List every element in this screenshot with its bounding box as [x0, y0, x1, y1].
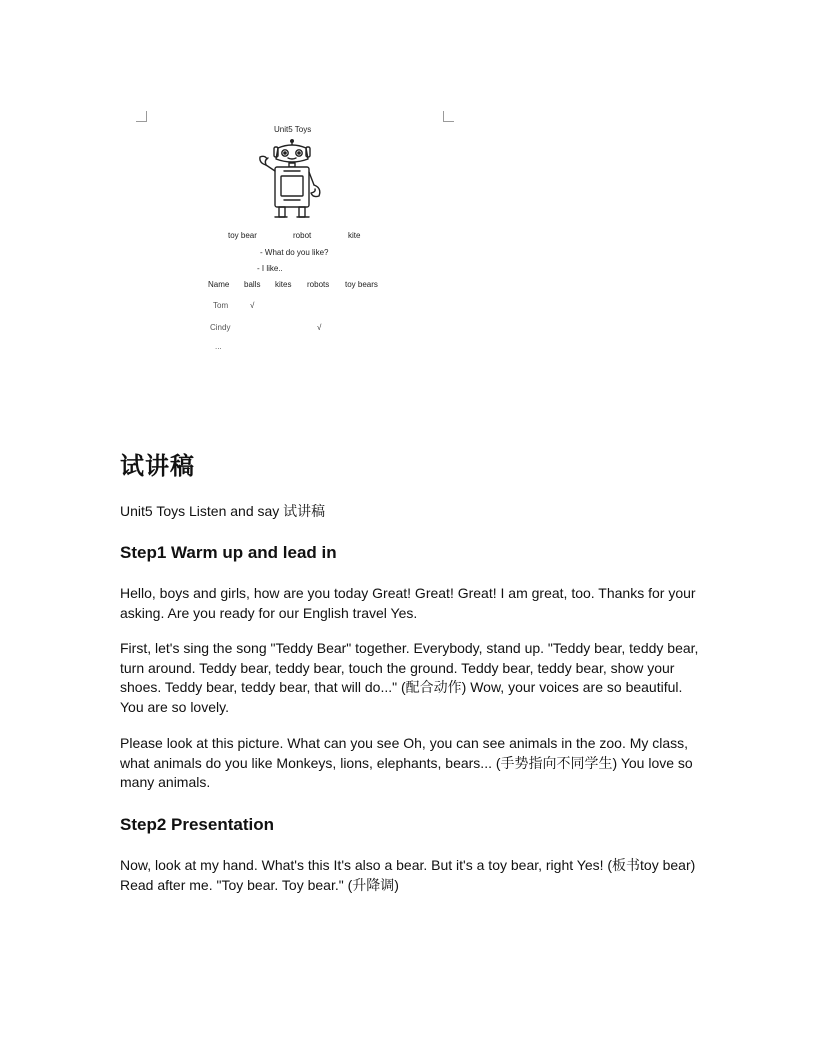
header-name: Name: [208, 280, 230, 289]
step2-paragraph: Now, look at my hand. What's this It's also a bear. But it's a toy bear, right Yes! (板书toy bear) Read after me. "Toy bear. Toy bear." (升降调): [120, 857, 696, 893]
crop-mark-right: [443, 111, 454, 122]
board-answer: - I like..: [257, 264, 283, 273]
robot-illustration: [256, 139, 328, 223]
board-question: - What do you like?: [260, 248, 329, 257]
header-balls: balls: [244, 280, 261, 289]
header-toy-bears: toy bears: [345, 280, 378, 289]
row-name: ...: [215, 342, 222, 351]
board-title: Unit5 Toys: [274, 125, 312, 134]
vocab-kite: kite: [348, 231, 361, 240]
header-robots: robots: [307, 280, 330, 289]
vocab-toy-bear: toy bear: [228, 231, 257, 240]
document-subtitle: Unit5 Toys Listen and say 试讲稿: [120, 503, 326, 519]
step2-heading: Step2 Presentation: [120, 815, 274, 834]
vocab-robot: robot: [293, 231, 312, 240]
row-check: √: [250, 301, 255, 310]
row-name: Cindy: [210, 323, 231, 332]
step1-paragraph: Hello, boys and girls, how are you today Great! Great! Great! I am great, too. Thanks for your asking. Are you ready for our English travel Yes.: [120, 585, 696, 621]
row-check: √: [317, 323, 322, 332]
step1-heading: Step1 Warm up and lead in: [120, 543, 337, 562]
document-title: 试讲稿: [120, 453, 195, 480]
step1-paragraph: First, let's sing the song "Teddy Bear" together. Everybody, stand up. "Teddy bear, teddy bear, turn around. Teddy bear, teddy bear, touch the ground. Teddy bear, teddy bear, show your shoes. Teddy bear, teddy bear, that will do..." (配合动作) Wow, your voices are so beautiful. You are so lovely.: [120, 640, 699, 715]
row-name: Tom: [213, 301, 229, 310]
crop-mark-left: [136, 111, 147, 122]
header-kites: kites: [275, 280, 292, 289]
step1-paragraph: Please look at this picture. What can you see Oh, you can see animals in the zoo. My class, what animals do you like Monkeys, lions, elephants, bears... (手势指向不同学生) You love so many animals.: [120, 735, 693, 791]
